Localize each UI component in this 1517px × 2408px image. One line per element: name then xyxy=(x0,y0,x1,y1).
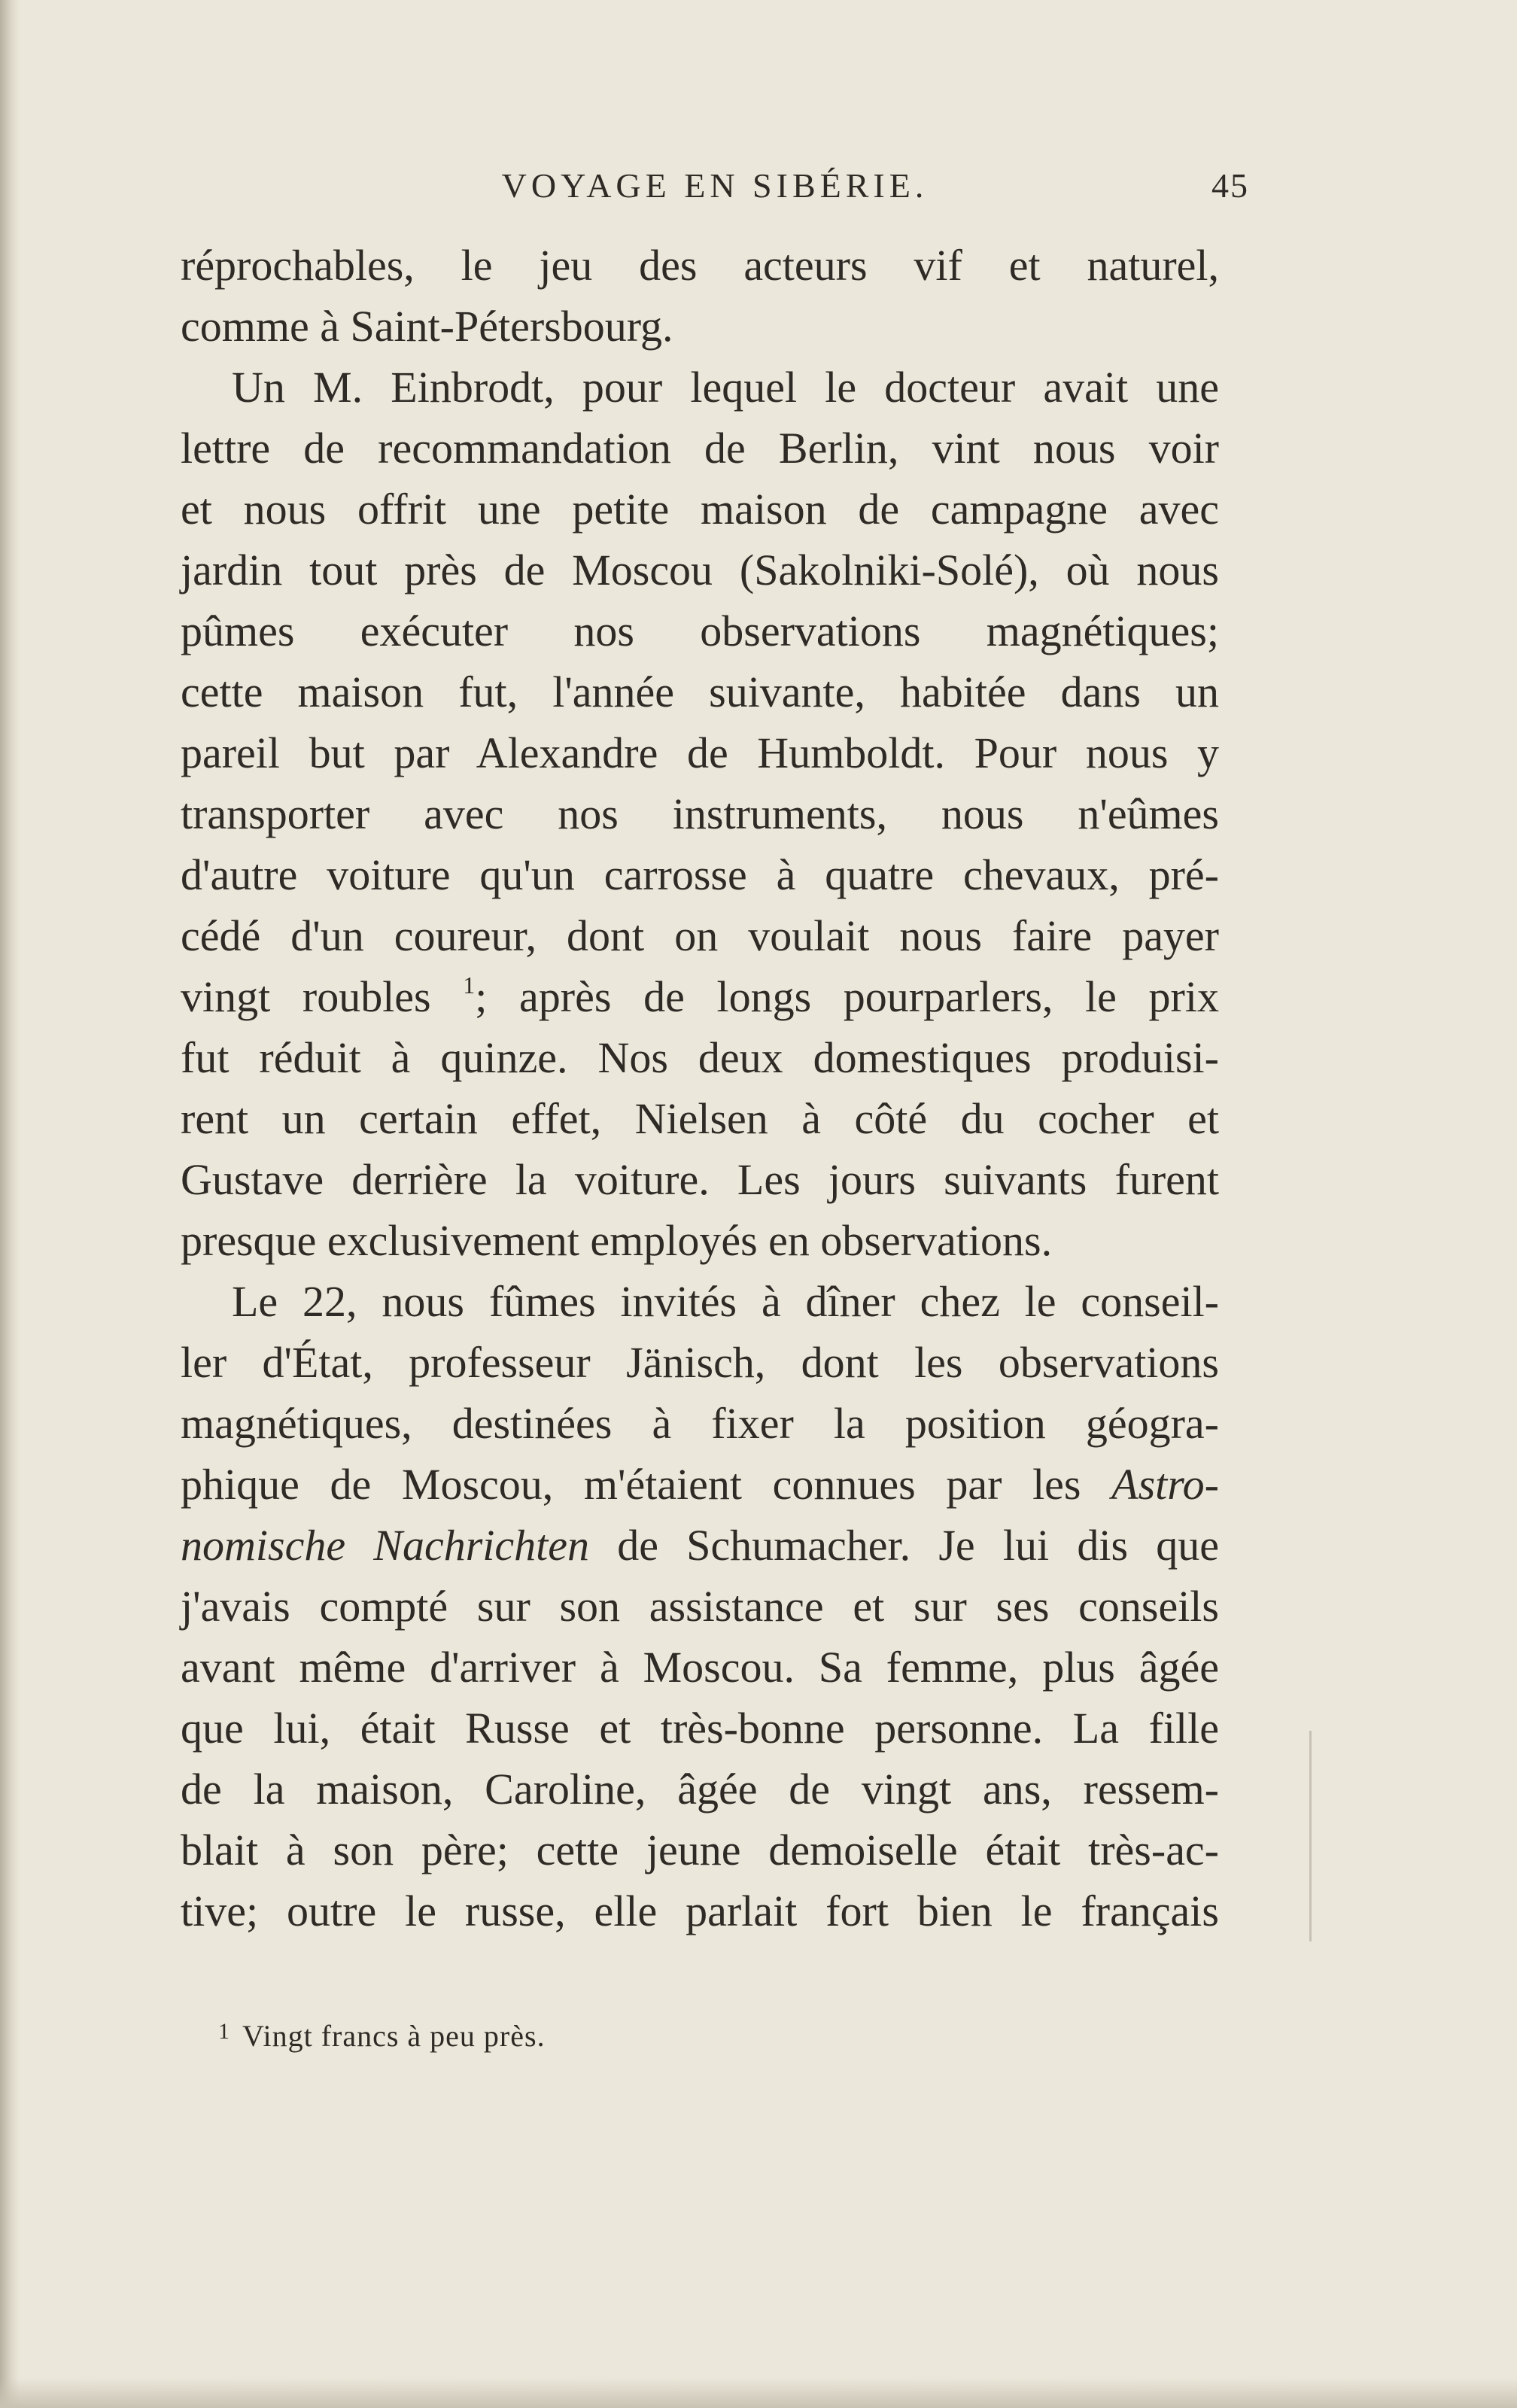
text-line: que lui, était Russe et très-bonne personne. La fille xyxy=(181,1704,1219,1753)
text-line: ler d'État, professeur Jänisch, dont les observations xyxy=(181,1338,1219,1387)
footnote-mark: 1 xyxy=(218,2019,230,2044)
text-line: fut réduit à quinze. Nos deux domestiques produisi- xyxy=(181,1033,1219,1082)
text-line-with-note xyxy=(181,966,1219,1027)
text-segment: ; après de longs pourparlers, le prix xyxy=(475,972,1219,1021)
page-header xyxy=(181,166,1249,211)
body-text xyxy=(181,235,1219,1941)
text-line: cédé d'un coureur, dont on voulait nous faire payer xyxy=(181,911,1219,960)
text-segment: vingt roubles xyxy=(181,972,431,1021)
text-line: Le 22, nous fûmes invités à dîner chez le conseil- xyxy=(232,1277,1219,1326)
text-line-with-italic xyxy=(181,1515,1219,1576)
text-line: rent un certain effet, Nielsen à côté du cocher et xyxy=(181,1094,1219,1143)
text-line: Gustave derrière la voiture. Les jours suivants furent xyxy=(181,1155,1219,1204)
text-line: comme à Saint-Pétersbourg. xyxy=(181,302,673,351)
text-line-with-italic xyxy=(181,1454,1219,1515)
text-line: Un M. Einbrodt, pour lequel le docteur avait une xyxy=(232,363,1219,412)
text-line: jardin tout près de Moscou (Sakolniki-Solé), où nous xyxy=(181,546,1219,594)
italic-segment: Astro- xyxy=(1111,1460,1219,1509)
text-line: pûmes exécuter nos observations magnétiques; xyxy=(181,607,1219,655)
running-title: VOYAGE EN SIBÉRIE. xyxy=(501,166,929,205)
text-line: réprochables, le jeu des acteurs vif et naturel, xyxy=(181,241,1219,290)
text-line: de la maison, Caroline, âgée de vingt ans, ressem- xyxy=(181,1765,1219,1814)
text-line: et nous offrit une petite maison de campagne avec xyxy=(181,485,1219,534)
text-line: presque exclusivement employés en observations. xyxy=(181,1216,1053,1265)
text-line: magnétiques, destinées à fixer la position géogra- xyxy=(181,1399,1219,1448)
text-segment: phique de Moscou, m'étaient connues par les xyxy=(181,1460,1081,1509)
text-line: pareil but par Alexandre de Humboldt. Pour nous y xyxy=(181,728,1219,777)
footnote-reference: 1 xyxy=(463,971,476,999)
text-line: transporter avec nos instruments, nous n'eûmes xyxy=(181,789,1219,838)
text-line: blait à son père; cette jeune demoiselle était très-ac- xyxy=(181,1826,1219,1874)
footnote-text: Vingt francs à peu près. xyxy=(242,2019,546,2053)
page-number: 45 xyxy=(1211,166,1249,205)
text-line: d'autre voiture qu'un carrosse à quatre chevaux, pré- xyxy=(181,850,1219,899)
footnote xyxy=(218,2018,546,2054)
text-line: cette maison fut, l'année suivante, habitée dans un xyxy=(181,667,1219,716)
italic-segment: nomische Nachrichten xyxy=(181,1521,589,1570)
text-line: avant même d'arriver à Moscou. Sa femme, plus âgée xyxy=(181,1643,1219,1692)
text-line: tive; outre le russe, elle parlait fort bien le français xyxy=(181,1887,1219,1935)
text-line: j'avais compté sur son assistance et sur ses conseils xyxy=(181,1582,1219,1631)
text-segment: de Schumacher. Je lui dis que xyxy=(617,1521,1219,1570)
text-line: lettre de recommandation de Berlin, vint nous voir xyxy=(181,424,1219,473)
margin-pencil-mark xyxy=(1309,1731,1334,1941)
